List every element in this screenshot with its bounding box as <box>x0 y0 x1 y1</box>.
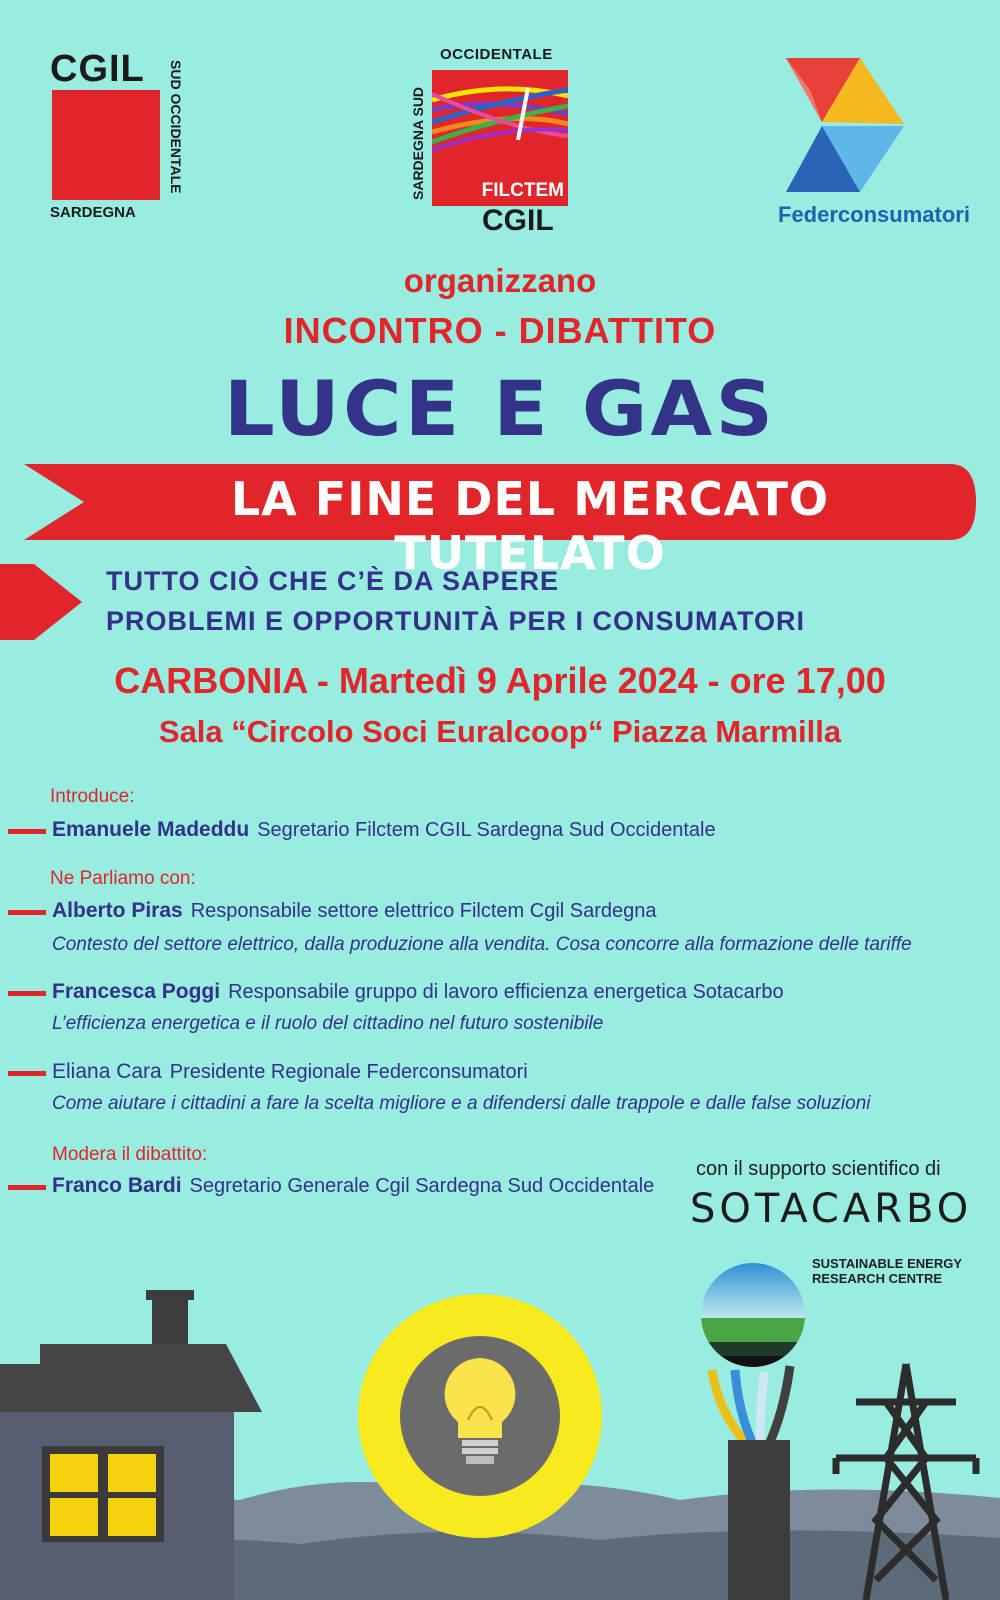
cgil-logo-vertical: SUD OCCIDENTALE <box>168 60 184 194</box>
moderator-label: Modera il dibattito: <box>52 1144 208 1165</box>
organizzano-text: organizzano <box>403 262 597 299</box>
event-datetime: CARBONIA - Martedì 9 Aprile 2024 - ore 17,00 <box>114 660 886 701</box>
speaker-topic: Contesto del settore elettrico, dalla produzione alla vendita. Cosa concorre alla formazione delle tariffe <box>52 934 912 955</box>
speaker-role: Segretario Generale Cgil Sardegna Sud Occidentale <box>189 1175 655 1197</box>
event-venue: Sala “Circolo Soci Euralcoop“ Piazza Marmilla <box>158 714 842 749</box>
speaker-name: Francesca Poggi <box>52 980 221 1003</box>
speaker-topic: L’efficienza energetica e il ruolo del cittadino nel futuro sostenibile <box>52 1013 604 1034</box>
speaker-2 <box>52 980 784 1004</box>
introduce-label: Introduce: <box>50 786 135 807</box>
light-bulb-icon <box>358 1294 602 1538</box>
speaker-3 <box>52 1060 528 1084</box>
support-label: con il supporto scientifico di <box>696 1158 941 1180</box>
cgil-logo-word: CGIL <box>50 48 145 90</box>
filctem-logo-vertical: SARDEGNA SUD <box>410 86 426 200</box>
filctem-logo <box>410 44 590 244</box>
cgil-logo <box>50 48 190 228</box>
speaker-topic: Come aiutare i cittadini a fare la scelta migliore e a difendersi dalle trappole e dalle false soluzioni <box>52 1093 871 1114</box>
federconsumatori-icon <box>780 56 910 196</box>
bottom-illustration <box>0 1260 1000 1600</box>
speaker-introducer <box>52 818 716 842</box>
speaker-1 <box>52 899 657 923</box>
speaker-moderator <box>52 1174 654 1198</box>
bullet-dash <box>8 1185 46 1190</box>
filctem-logo-word: CGIL <box>482 204 554 237</box>
sotacarbo-tagline-1: SUSTAINABLE ENERGY <box>812 1256 962 1271</box>
sotacarbo-tagline-2: RESEARCH CENTRE <box>812 1271 943 1286</box>
bullet-dash <box>8 991 46 996</box>
filctem-logo-top: OCCIDENTALE <box>440 46 553 63</box>
bullet-dash <box>8 829 46 834</box>
page-title: LUCE E GAS <box>223 364 777 453</box>
federconsumatori-name: Federconsumatori <box>778 202 970 227</box>
speaker-role: Responsabile settore elettrico Filctem Cgil Sardegna <box>190 900 657 922</box>
cgil-logo-region: SARDEGNA <box>50 204 136 221</box>
arrow-icon <box>0 564 84 642</box>
house-icon <box>0 1290 262 1600</box>
speaker-role: Presidente Regionale Federconsumatori <box>169 1061 528 1083</box>
speaker-name: Alberto Piras <box>52 899 183 922</box>
bullet-dash <box>8 1071 46 1076</box>
bullet-dash <box>8 910 46 915</box>
cgil-logo-square <box>52 90 160 200</box>
subtitle-line-1: TUTTO CIÒ CHE C’È DA SAPERE <box>106 566 560 596</box>
banner-title: LA FINE DEL MERCATO TUTELATO <box>230 472 830 580</box>
speaker-name: Franco Bardi <box>52 1174 182 1197</box>
speaker-name: Eliana Cara <box>52 1060 162 1083</box>
sotacarbo-name: SOTACARBO <box>690 1186 973 1232</box>
filctem-logo-square <box>432 70 568 206</box>
subtitle-line-2: PROBLEMI E OPPORTUNITÀ PER I CONSUMATORI <box>106 606 806 636</box>
speaker-role: Segretario Filctem CGIL Sardegna Sud Occidentale <box>257 819 716 841</box>
speaker-name: Emanuele Madeddu <box>52 818 250 841</box>
speaker-role: Responsabile gruppo di lavoro efficienza energetica Sotacarbo <box>228 981 784 1003</box>
filctem-logo-name: FILCTEM <box>481 180 564 201</box>
event-type: INCONTRO - DIBATTITO <box>283 310 717 351</box>
panel-label: Ne Parliamo con: <box>50 868 196 889</box>
